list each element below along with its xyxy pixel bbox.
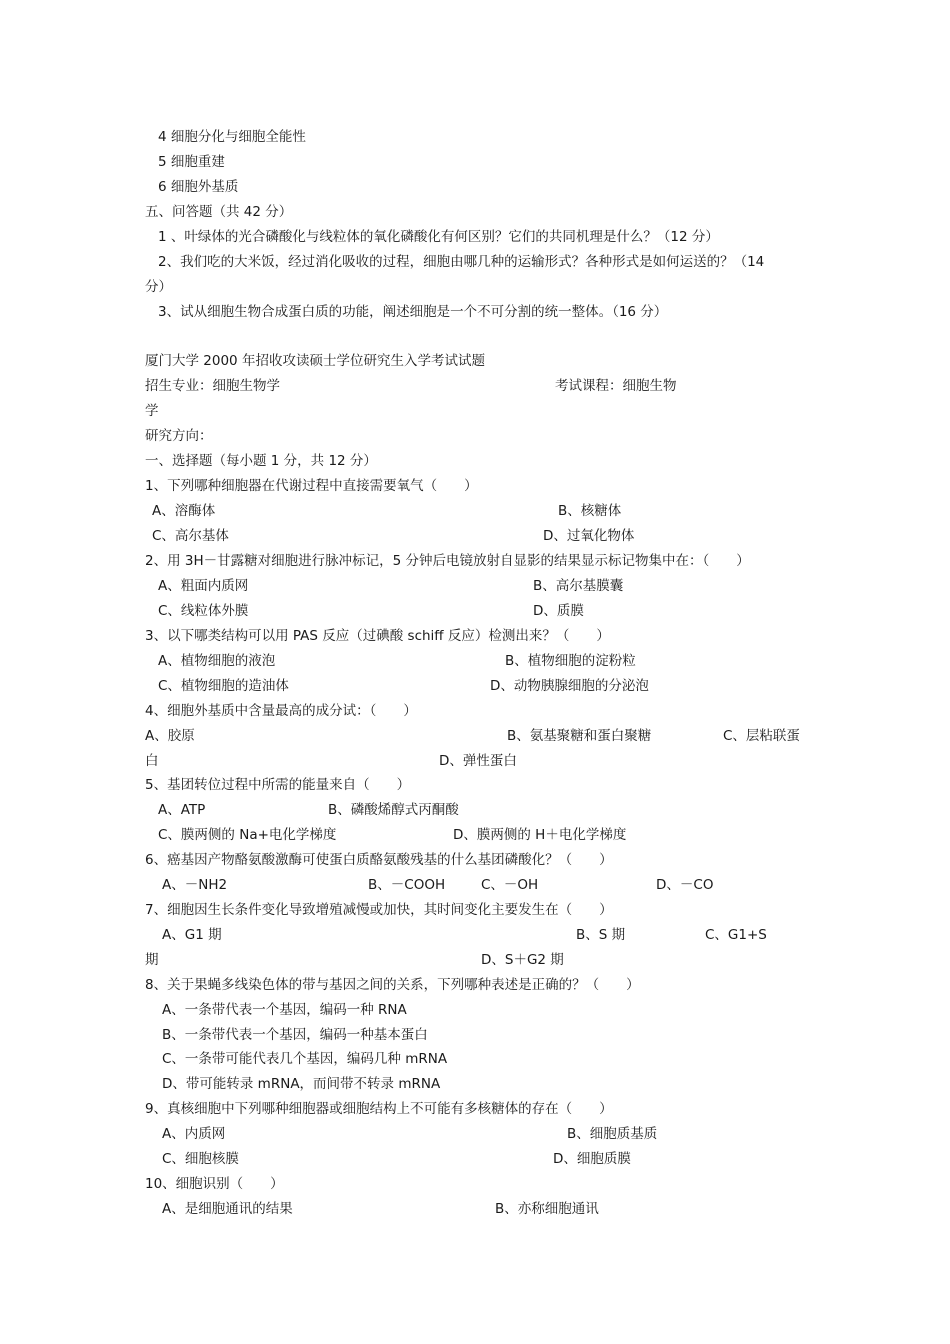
option-c: C、植物细胞的造油体	[158, 678, 289, 694]
option-c: C、一条带可能代表几个基因，编码几种 mRNA	[162, 1051, 448, 1067]
option-d: D、－CO	[656, 877, 714, 893]
option-b: B、一条带代表一个基因，编码一种基本蛋白	[162, 1027, 428, 1043]
qa-heading: 五、问答题（共 42 分）	[145, 204, 293, 220]
option-a: A、一条带代表一个基因，编码一种 RNA	[162, 1002, 407, 1018]
option-c-wrap: 期	[145, 952, 159, 968]
option-a: A、粗面内质网	[158, 578, 249, 594]
exam-direction: 研究方向：	[145, 428, 213, 444]
option-b: B、细胞质基质	[567, 1126, 658, 1142]
option-b: B、S 期	[576, 927, 626, 943]
option-c-wrap: 白	[145, 753, 159, 769]
option-b: B、高尔基膜囊	[533, 578, 624, 594]
option-d: D、细胞质膜	[553, 1151, 631, 1167]
option-d: D、过氧化物体	[543, 528, 635, 544]
option-a: A、胶原	[145, 728, 195, 744]
exam-course-wrap: 学	[145, 403, 159, 419]
option-b: B、亦称细胞通讯	[495, 1201, 599, 1217]
term-item-5: 5 细胞重建	[158, 154, 225, 170]
option-a: A、内质网	[162, 1126, 226, 1142]
question-stem: 1、下列哪种细胞器在代谢过程中直接需要氧气（ ）	[145, 478, 478, 494]
option-a: A、－NH2	[162, 877, 228, 893]
question-stem: 4、细胞外基质中含量最高的成分试：（ ）	[145, 703, 417, 719]
option-d: D、弹性蛋白	[439, 753, 517, 769]
option-d: D、膜两侧的 H＋电化学梯度	[453, 827, 627, 843]
section-heading: 一、选择题（每小题 1 分，共 12 分）	[145, 453, 377, 469]
question-stem: 6、癌基因产物酪氨酸激酶可使蛋白质酪氨酸残基的什么基团磷酸化？（ ）	[145, 852, 613, 868]
exam-major: 招生专业：细胞生物学	[145, 378, 280, 394]
option-c: C、膜两侧的 Na+电化学梯度	[158, 827, 337, 843]
option-b: B、－COOH	[368, 877, 446, 893]
option-a: A、G1 期	[162, 927, 222, 943]
qa-question-2-wrap: 分）	[145, 279, 172, 295]
option-c: C、－OH	[481, 877, 539, 893]
option-b: B、核糖体	[558, 503, 622, 519]
qa-question-3: 3、试从细胞生物合成蛋白质的功能，阐述细胞是一个不可分割的统一整体。（16 分）	[158, 304, 668, 320]
option-a: A、植物细胞的液泡	[158, 653, 276, 669]
question-stem: 7、细胞因生长条件变化导致增殖减慢或加快，其时间变化主要发生在（ ）	[145, 902, 613, 918]
question-stem: 2、用 3H－甘露糖对细胞进行脉冲标记，5 分钟后电镜放射自显影的结果显示标记物集中在：（ ）	[145, 553, 750, 569]
question-stem: 8、关于果蝇多线染色体的带与基因之间的关系，下列哪种表述是正确的？（ ）	[145, 977, 640, 993]
question-stem: 3、以下哪类结构可以用 PAS 反应（过碘酸 schiff 反应）检测出来？（ ）	[145, 628, 610, 644]
option-d: D、质膜	[533, 603, 584, 619]
option-a: A、ATP	[158, 802, 206, 818]
option-d: D、动物胰腺细胞的分泌泡	[490, 678, 649, 694]
option-c: C、线粒体外膜	[158, 603, 249, 619]
option-c: C、细胞核膜	[162, 1151, 239, 1167]
question-stem: 5、基团转位过程中所需的能量来自（ ）	[145, 777, 411, 793]
option-d: D、带可能转录 mRNA，而间带不转录 mRNA	[162, 1076, 441, 1092]
option-b: B、磷酸烯醇式丙酮酸	[328, 802, 459, 818]
option-c: C、高尔基体	[152, 528, 229, 544]
term-item-4: 4 细胞分化与细胞全能性	[158, 129, 306, 145]
option-b: B、氨基聚糖和蛋白聚糖	[507, 728, 652, 744]
exam-course: 考试课程：细胞生物	[555, 378, 677, 394]
qa-question-2: 2、我们吃的大米饭，经过消化吸收的过程，细胞由哪几种的运输形式？各种形式是如何运送的？（14	[158, 254, 765, 270]
question-stem: 9、真核细胞中下列哪种细胞器或细胞结构上不可能有多核糖体的存在（ ）	[145, 1101, 613, 1117]
term-item-6: 6 细胞外基质	[158, 179, 239, 195]
question-stem: 10、细胞识别（ ）	[145, 1176, 284, 1192]
option-c: C、层粘联蛋	[723, 728, 800, 744]
option-a: A、是细胞通讯的结果	[162, 1201, 293, 1217]
option-b: B、植物细胞的淀粉粒	[505, 653, 636, 669]
exam-title: 厦门大学 2000 年招收攻读硕士学位研究生入学考试试题	[145, 353, 485, 369]
qa-question-1: 1 、叶绿体的光合磷酸化与线粒体的氧化磷酸化有何区别？它们的共同机理是什么？（12 分）	[158, 229, 719, 245]
option-c: C、G1+S	[705, 927, 767, 943]
option-a: A、溶酶体	[152, 503, 216, 519]
option-d: D、S＋G2 期	[481, 952, 564, 968]
